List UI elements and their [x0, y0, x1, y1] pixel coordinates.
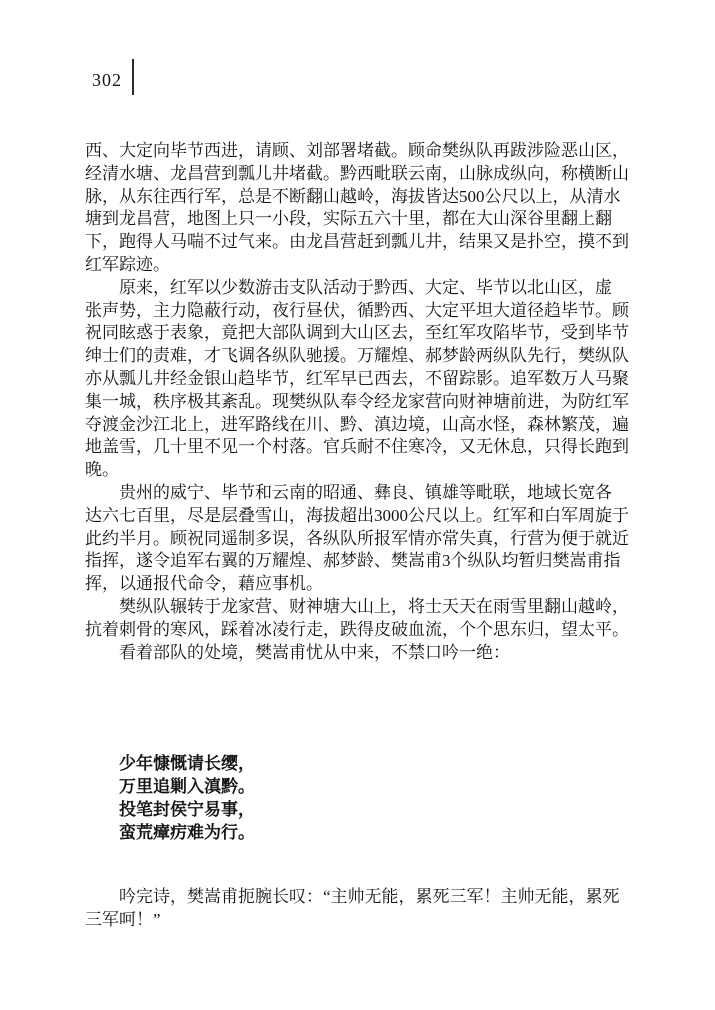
paragraph: [85, 140, 633, 277]
text-body: [85, 140, 633, 932]
text-line: 看着部队的处境，樊嵩甫忧从中来，不禁口吟一绝：: [119, 642, 510, 662]
text-line: 集一城，秩序极其紊乱。现樊纵队奉令经龙家营向财神塘前进，为防红军: [85, 391, 629, 411]
text-line: 挥，以通报代命令，藉应事机。: [85, 574, 323, 594]
text-line: 此约半月。顾祝同遥制多误，各纵队所报军情亦常失真，行营为便于就近: [85, 528, 629, 548]
text-line: 张声势，主力隐蔽行动，夜行昼伏，循黔西、大定平坦大道径趋毕节。顾: [85, 300, 629, 320]
text-line: 原来，红军以少数游击支队活动于黔西、大定、毕节以北山区，虚: [119, 277, 612, 297]
text-line: 亦从瓢儿井经金银山趋毕节，红军早已西去，不留踪影。追军数万人马聚: [85, 368, 629, 388]
paragraph: [85, 642, 633, 665]
text-line: 塘到龙昌营，地图上只一小段，实际五六十里，都在大山深谷里翻上翻: [85, 209, 612, 229]
text-line: 经清水塘、龙昌营到瓢儿井堵截。黔西毗联云南，山脉成纵向，称横断山: [85, 163, 629, 183]
paragraph: [85, 482, 633, 596]
text-line: 指挥，遂令追军右翼的万耀煌、郝梦龄、樊嵩甫3个纵队均暂归樊嵩甫指: [85, 551, 621, 571]
text-line: 红军踪迹。: [85, 254, 170, 274]
text-line: 夺渡金沙江北上，进军路线在川、黔、滇边境，山高水怪，森林繁茂，遍: [85, 414, 629, 434]
text-line: 脉，从东往西行军，总是不断翻山越岭，海拔皆达500公尺以上，从清水: [85, 186, 621, 206]
page-header: [92, 58, 134, 96]
text-line: 地盖雪，几十里不见一个村落。官兵耐不住寒冷，又无休息，只得长跑到: [85, 437, 629, 457]
text-line: 绅士们的责难，才飞调各纵队驰援。万耀煌、郝梦龄两纵队先行，樊纵队: [85, 346, 629, 366]
text-line: 祝同眩惑于表象，竟把大部队调到大山区去，至红军攻陷毕节，受到毕节: [85, 323, 629, 343]
text-line: 晚。: [85, 460, 119, 480]
text-line: 西、大定向毕节西进，请顾、刘部署堵截。顾命樊纵队再跋涉险恶山区，: [85, 141, 629, 160]
text-line: 吟完诗，樊嵩甫扼腕长叹：“主帅无能，累死三军！主帅无能，累死: [119, 887, 620, 907]
page-number-divider: [132, 59, 134, 95]
poem-line: 万里追剿入滇黔。: [119, 777, 255, 797]
page-number: 302: [92, 70, 122, 90]
paragraph: [85, 596, 633, 642]
poem-line: 少年慷慨请长缨，: [119, 754, 255, 774]
paragraph: [85, 277, 633, 482]
text-line: 抗着刺骨的寒风，踩着冰凌行走，跌得皮破血流，个个思东归，望太平。: [85, 619, 629, 639]
poem-line: 投笔封侯宁易事，: [119, 800, 255, 820]
text-line: 达六七百里，尽是层叠雪山，海拔超出3000公尺以上。红军和白军周旋于: [85, 505, 629, 525]
paragraph: [85, 886, 633, 932]
text-line: 三军呵！”: [85, 910, 161, 930]
text-line: 下，跑得人马喘不过气来。由龙昌营赶到瓢儿井，结果又是扑空，摸不到: [85, 232, 629, 252]
text-line: 贵州的威宁、毕节和云南的昭通、彝良、镇雄等毗联，地域长宽各: [119, 482, 612, 502]
text-line: 樊纵队辗转于龙家营、财神塘大山上，将士天天在雨雪里翻山越岭，: [119, 596, 629, 616]
poem: [85, 752, 633, 844]
poem-line: 蛮荒瘴疠难为行。: [119, 823, 255, 843]
